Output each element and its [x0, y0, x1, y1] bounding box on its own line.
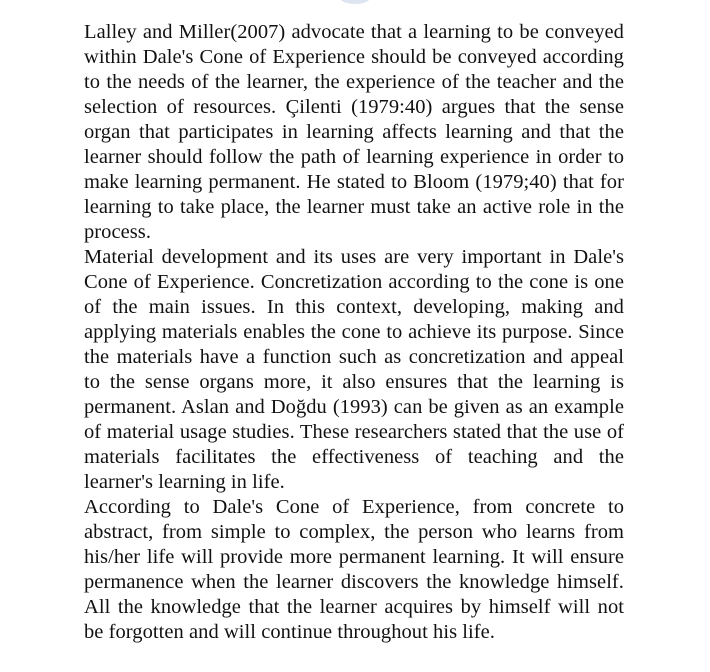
top-edge-artifact	[340, 0, 370, 4]
paragraph-2: Material development and its uses are very important in Dale's Cone of Experience. Concretization according to the cone is one of the main issues. In this context, developing, making and applying materials enables the cone to achieve its purpose. Since the materials have a function such as concretization and appeal to the sense organs more, it also ensures that the learning is permanent. Aslan and Doğdu (1993) can be given as an example of material usage studies. These researchers stated that the use of materials facilitates the effectiveness of teaching and the learner's learning in life.	[84, 246, 624, 493]
paragraph-3: According to Dale's Cone of Experience, from concrete to abstract, from simple to complex, the person who learns from his/her life will provide more permanent learning. It will ensure permanence when the learner discovers the knowledge himself. All the knowledge that the learner acquires by himself will not be forgotten and will continue throughout his life.	[84, 496, 624, 643]
paragraph-1: Lalley and Miller(2007) advocate that a learning to be conveyed within Dale's Cone of Experience should be conveyed according to the needs of the learner, the experience of the teacher and the selection of resources. Çilenti (1979:40) argues that the sense organ that participates in learning affects learning and that the learner should follow the path of learning experience in order to make learning permanent. He stated to Bloom (1979;40) that for learning to take place, the learner must take an active role in the process.	[84, 21, 624, 243]
document-body	[84, 20, 624, 645]
